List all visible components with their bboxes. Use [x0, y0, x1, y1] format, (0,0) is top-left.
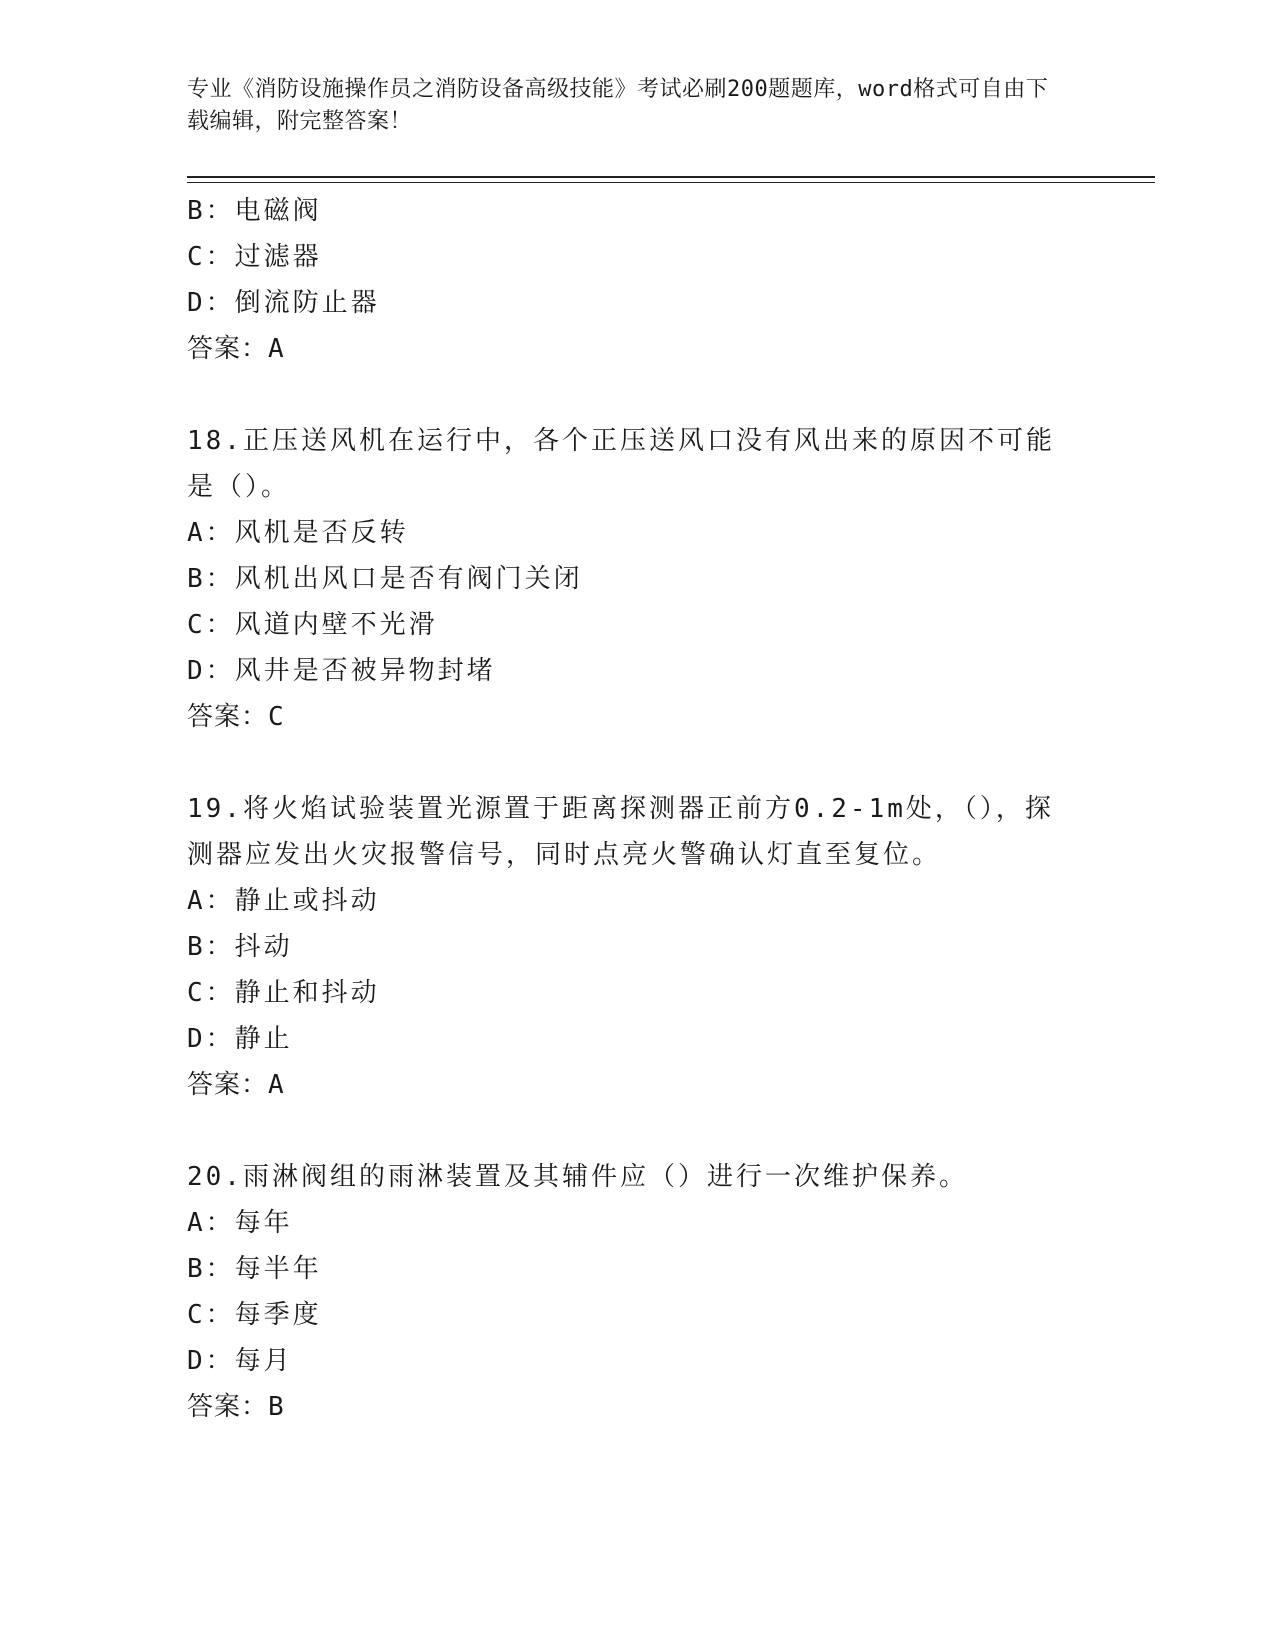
question-20 [187, 1154, 1087, 1430]
answer: 答案：A [187, 334, 285, 364]
answer: 答案：B [187, 1392, 285, 1422]
answer: 答案：A [187, 1070, 285, 1100]
option-d: D：每月 [187, 1346, 293, 1376]
option-a: A：风机是否反转 [187, 518, 409, 548]
option-a: A：每年 [187, 1208, 293, 1238]
option-b: B：电磁阀 [187, 196, 322, 226]
option-d: D：静止 [187, 1024, 293, 1054]
header-rule-thick [187, 176, 1155, 178]
document-header: 专业《消防设施操作员之消防设备高级技能》考试必刷200题题库，word格式可自由下载编辑，附完整答案！ [187, 77, 1049, 134]
option-b: B：抖动 [187, 932, 293, 962]
option-b: B：每半年 [187, 1254, 322, 1284]
option-c: C：过滤器 [187, 242, 322, 272]
option-d: D：倒流防止器 [187, 288, 380, 318]
question-17-continued [187, 188, 1087, 372]
option-c: C：风道内壁不光滑 [187, 610, 438, 640]
question-text: 20.雨淋阀组的雨淋装置及其辅件应（）进行一次维护保养。 [187, 1162, 968, 1192]
option-b: B：风机出风口是否有阀门关闭 [187, 564, 583, 594]
option-c: C：静止和抖动 [187, 978, 380, 1008]
question-text: 19.将火焰试验装置光源置于距离探测器正前方0.2-1m处，（），探测器应发出火灾报警信号，同时点亮火警确认灯直至复位。 [187, 794, 1054, 870]
question-19 [187, 786, 1087, 1108]
option-c: C：每季度 [187, 1300, 322, 1330]
option-a: A：静止或抖动 [187, 886, 380, 916]
answer: 答案：C [187, 702, 285, 732]
option-d: D：风井是否被异物封堵 [187, 656, 496, 686]
header-rule-thin [187, 182, 1155, 183]
question-list [187, 188, 1087, 1430]
question-18 [187, 418, 1087, 740]
question-text: 18.正压送风机在运行中，各个正压送风口没有风出来的原因不可能是（）。 [187, 426, 1055, 502]
